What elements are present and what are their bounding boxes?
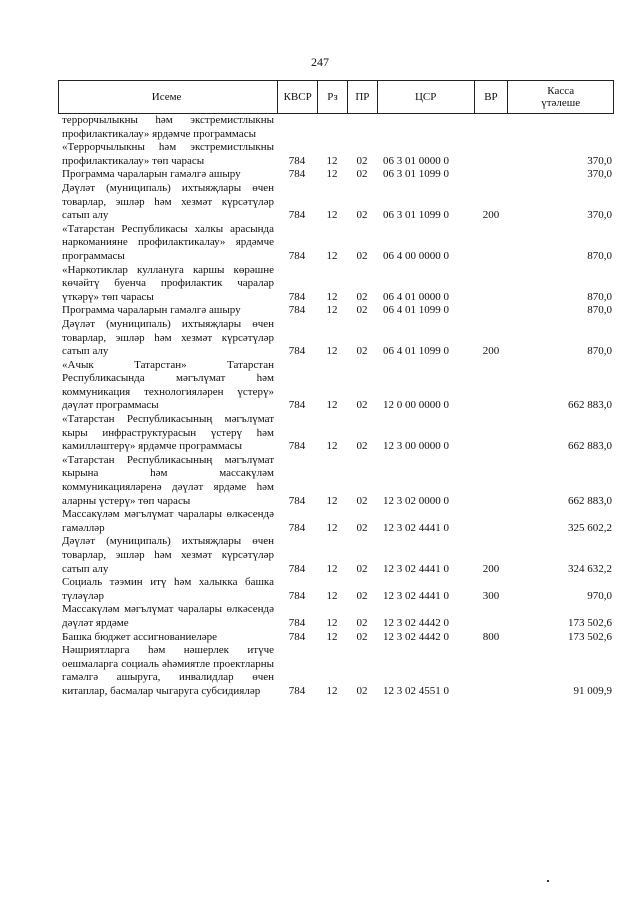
row-name: террорчылыкны һәм экстремистлыкны профилактикалау» ярдәмче программасы [62,114,274,140]
budget-table [58,80,614,699]
row-kassa: 173 502,6 [568,616,612,629]
row-name: Нәшриятларга һәм нәшерлек итүче оешмаларга социаль әһәмиятле проектларны гамәлгә ашыруга, инвалидлар өчен китаплар, басмалар чыгаруга субсидияләр [62,644,274,697]
row-csr: 12 3 02 4551 0 [383,684,449,697]
row-kvsr: 784 [288,630,306,643]
table-row [58,603,614,630]
row-pr: 02 [356,290,368,303]
row-rz: 12 [326,630,338,643]
header-pr: ПР [347,81,377,113]
row-pr: 02 [356,630,368,643]
table-body [58,114,614,699]
row-rz: 12 [326,521,338,534]
row-name: Башка бюджет ассигнованиеләре [62,630,217,643]
page-number: 247 [311,55,329,69]
row-rz: 12 [326,209,338,222]
row-vr: 200 [482,345,500,358]
row-rz: 12 [326,494,338,507]
row-csr: 12 0 00 0000 0 [383,399,449,412]
table-header [58,80,614,114]
row-name: «Наркотиклар кулланугa каршы көрәшне көчәйтү буенча профилактик чаралар үткәрү» төп чарасы [62,263,274,303]
table-row [58,223,614,264]
row-kassa: 324 632,2 [568,562,612,575]
row-pr: 02 [356,440,368,453]
row-kvsr: 784 [288,562,306,575]
row-pr: 02 [356,521,368,534]
row-kvsr: 784 [288,521,306,534]
row-csr: 12 3 00 0000 0 [383,440,449,453]
table-row [58,359,614,413]
row-kassa: 325 602,2 [568,521,612,534]
row-csr: 12 3 02 4442 0 [383,616,449,629]
row-kvsr: 784 [288,589,306,602]
row-rz: 12 [326,616,338,629]
row-pr: 02 [356,562,368,575]
row-kvsr: 784 [288,168,306,181]
row-kassa: 91 009,9 [573,684,612,697]
row-rz: 12 [326,399,338,412]
row-kvsr: 784 [288,304,306,317]
row-kvsr: 784 [288,440,306,453]
row-pr: 02 [356,209,368,222]
row-csr: 12 3 02 4441 0 [383,521,449,534]
table-row [58,318,614,359]
row-csr: 06 3 01 0000 0 [383,154,449,167]
row-csr: 06 3 01 1099 0 [383,209,449,222]
row-rz: 12 [326,440,338,453]
header-kvsr: КВСР [277,81,317,113]
row-vr: 200 [482,209,500,222]
row-pr: 02 [356,168,368,181]
row-pr: 02 [356,399,368,412]
row-rz: 12 [326,168,338,181]
row-rz: 12 [326,684,338,697]
row-kassa: 662 883,0 [568,440,612,453]
row-name: Социаль тәэмин итү һәм халыкка башка түләүләр [62,576,274,602]
row-csr: 06 4 00 0000 0 [383,249,449,262]
row-kvsr: 784 [288,249,306,262]
row-vr: 200 [482,562,500,575]
row-name: «Ачык Татарстан» Татарстан Республикасында мәгълүмат һәм коммуникация технологияләрен үстерү» дәүләт программасы [62,358,274,412]
row-kassa: 370,0 [587,168,612,181]
table-row [58,508,614,535]
row-pr: 02 [356,304,368,317]
row-name: Программа чараларын гамәлгә ашыру [62,304,241,317]
header-kassa-line1: Касса [547,85,575,97]
row-pr: 02 [356,589,368,602]
row-kvsr: 784 [288,154,306,167]
row-pr: 02 [356,345,368,358]
row-pr: 02 [356,684,368,697]
row-csr: 06 4 01 1099 0 [383,345,449,358]
row-name: Программа чараларын гамәлгә ашыру [62,168,241,181]
row-kassa: 173 502,6 [568,630,612,643]
row-name: «Террорчылыкны һәм экстремистлыкны профилактикалау» төп чарасы [62,141,274,167]
table-row [58,644,614,698]
row-kvsr: 784 [288,684,306,697]
row-vr: 300 [482,589,500,602]
row-name: Массакүләм мәгълүмат чаралары өлкәсендә дәүләт ярдәме [62,603,274,629]
row-kassa: 370,0 [587,209,612,222]
row-kassa: 370,0 [587,154,612,167]
header-vr: ВР [474,81,508,113]
row-csr: 06 4 01 1099 0 [383,304,449,317]
row-kvsr: 784 [288,290,306,303]
row-rz: 12 [326,290,338,303]
table-row [58,413,614,454]
table-row [58,576,614,603]
row-kassa: 870,0 [587,304,612,317]
row-rz: 12 [326,562,338,575]
row-csr: 12 3 02 4442 0 [383,630,449,643]
table-row [58,535,614,576]
row-csr: 12 3 02 0000 0 [383,494,449,507]
row-pr: 02 [356,616,368,629]
row-kvsr: 784 [288,616,306,629]
header-kassa [507,81,613,113]
row-kassa: 870,0 [587,345,612,358]
header-csr: ЦСР [377,81,474,113]
row-kassa: 970,0 [587,589,612,602]
table-row [58,168,614,182]
row-csr: 12 3 02 4441 0 [383,589,449,602]
row-name: «Татарстан Республикасының мәгълүмат кыры инфраструктурасын үстерү һәм камилләштерү» ярдәмче программасы [62,413,274,453]
row-pr: 02 [356,154,368,167]
row-pr: 02 [356,494,368,507]
row-rz: 12 [326,589,338,602]
table-row [58,182,614,223]
page-mark [547,880,549,882]
header-name: Исеме [151,91,182,103]
row-kassa: 870,0 [587,290,612,303]
table-row [58,141,614,168]
row-name: «Татарстан Республикасының мәгълүмат кырына һәм массакүләм коммуникацияләренә дәүләт ярдәме һәм аларны үстерү» төп чарасы [62,453,274,507]
table-row [58,304,614,318]
table-row [58,114,614,141]
row-kassa: 870,0 [587,249,612,262]
row-vr: 800 [482,630,500,643]
row-kassa: 662 883,0 [568,494,612,507]
row-name: Дәүләт (муниципаль) ихтыяҗлары өчен товарлар, эшләр һәм хезмәт күрсәтүләр сатып алу [62,535,274,575]
row-name: «Татарстан Республикасы халкы арасында наркоманияне профилактикалау» ярдәмче программасы [62,222,274,262]
row-rz: 12 [326,345,338,358]
row-rz: 12 [326,154,338,167]
row-rz: 12 [326,304,338,317]
table-row [58,631,614,645]
table-row [58,454,614,508]
row-csr: 06 3 01 1099 0 [383,168,449,181]
row-pr: 02 [356,249,368,262]
row-kvsr: 784 [288,399,306,412]
row-kvsr: 784 [288,494,306,507]
row-name: Дәүләт (муниципаль) ихтыяҗлары өчен товарлар, эшләр һәм хезмәт күрсәтүләр сатып алу [62,181,274,222]
row-csr: 12 3 02 4441 0 [383,562,449,575]
header-kassa-line2: үтәлеше [541,97,581,109]
row-rz: 12 [326,249,338,262]
row-kvsr: 784 [288,345,306,358]
table-row [58,264,614,305]
row-kassa: 662 883,0 [568,399,612,412]
row-name: Дәүләт (муниципаль) ихтыяҗлары өчен товарлар, эшләр һәм хезмәт күрсәтүләр сатып алу [62,317,274,358]
row-csr: 06 4 01 0000 0 [383,290,449,303]
row-name: Массакүләм мәгълүмат чаралары өлкәсендә гамәлләр [62,508,274,534]
row-kvsr: 784 [288,209,306,222]
header-rz: Рз [317,81,347,113]
